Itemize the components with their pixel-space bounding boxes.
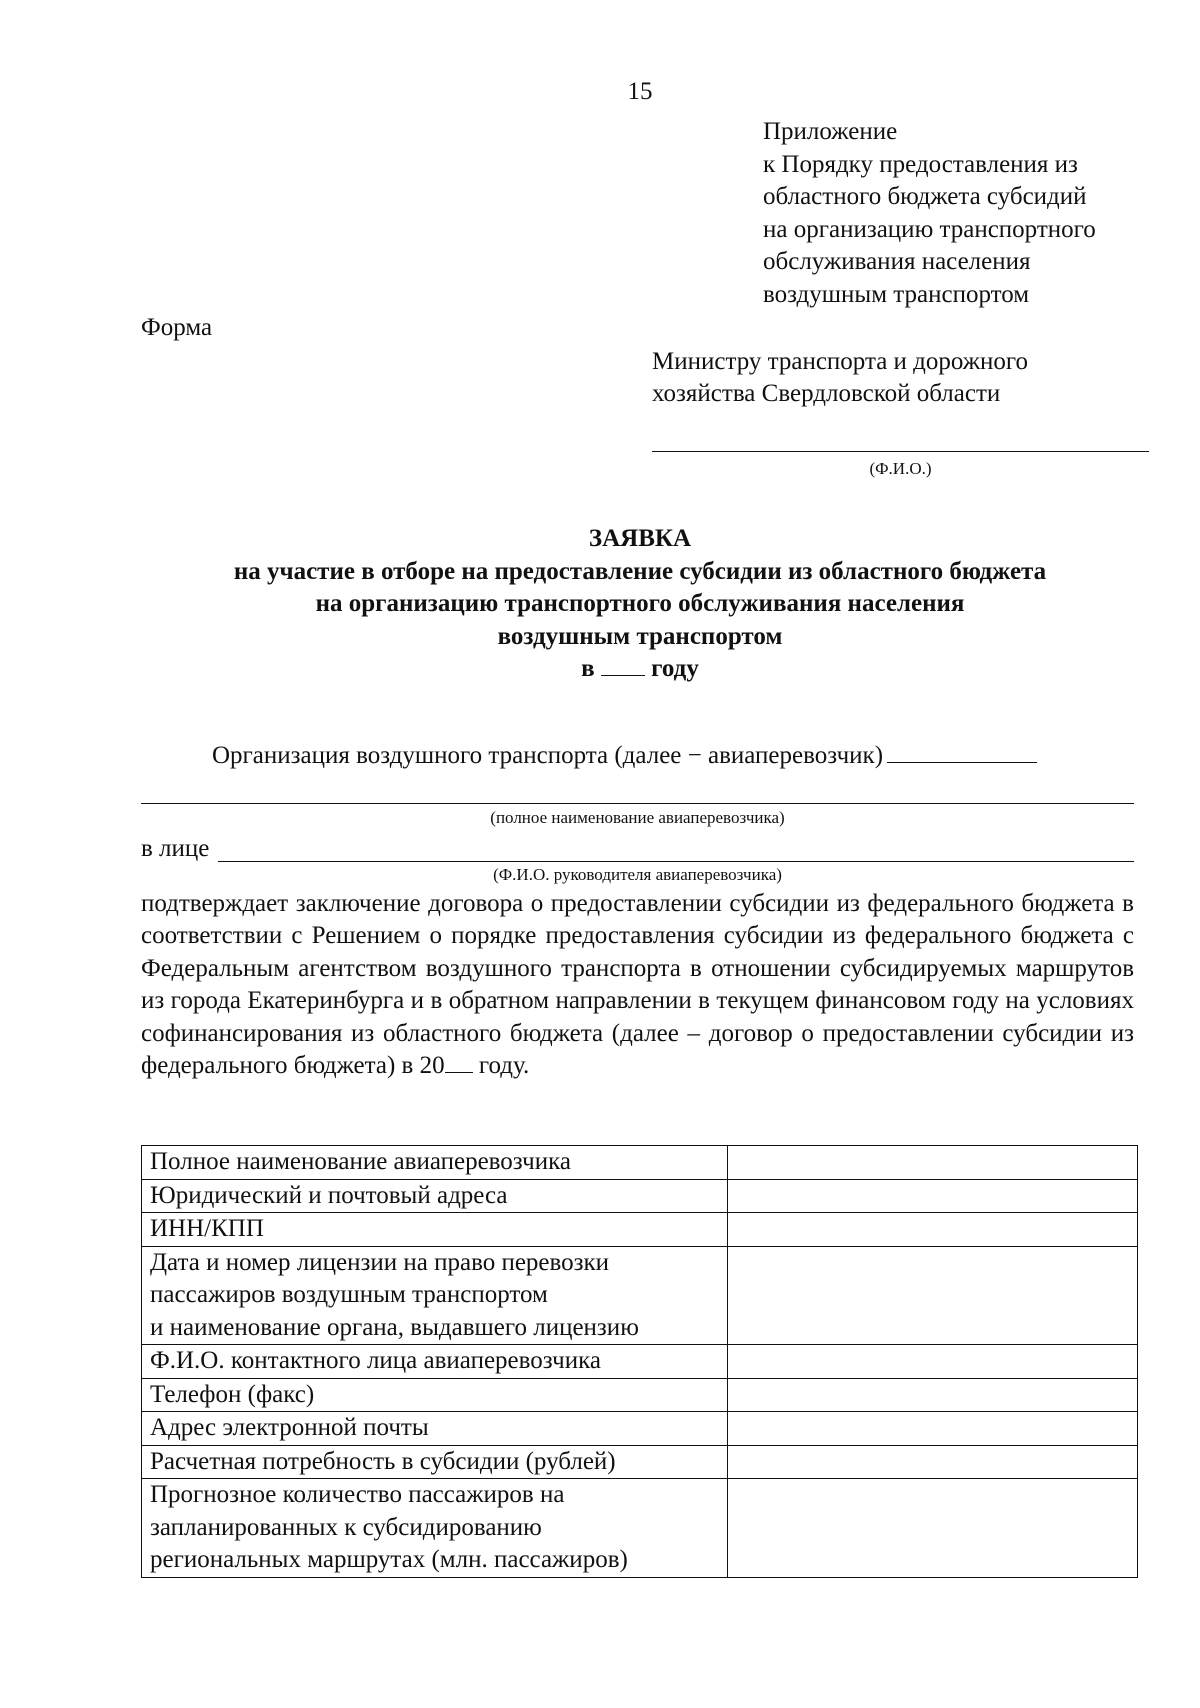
organization-label: Организация воздушного транспорта (далее − авиаперевозчик)	[212, 742, 884, 769]
table-row	[142, 1479, 1138, 1578]
body-tail: году.	[478, 1052, 530, 1080]
addressee-line: Министру транспорта и дорожного	[652, 348, 1029, 375]
table-label-line: региональных маршрутах (млн. пассажиров)	[150, 1546, 628, 1573]
full-name-caption: (полное наименование авиаперевозчика)	[490, 808, 785, 827]
table-label-cell	[142, 1246, 728, 1345]
table-label-line: пассажиров воздушным транспортом	[150, 1281, 548, 1308]
table-value-cell[interactable]	[727, 1146, 1137, 1180]
table-label-line: Полное наименование авиаперевозчика	[150, 1148, 571, 1175]
table-label-line: Дата и номер лицензии на право перевозки	[150, 1248, 610, 1276]
appendix-line: воздушным транспортом	[763, 280, 1030, 308]
document-title	[0, 523, 1200, 686]
table-row	[142, 1445, 1138, 1479]
applicant-info-table	[141, 1145, 1138, 1578]
table-row	[142, 1345, 1138, 1379]
year-blank	[601, 657, 645, 676]
table-value-cell[interactable]	[727, 1213, 1137, 1247]
title-heading: ЗАЯВКА	[588, 525, 692, 552]
appendix-line: Приложение	[763, 118, 898, 145]
table-value-cell[interactable]	[727, 1412, 1137, 1446]
table-row	[142, 1146, 1138, 1180]
fio-signature-line	[652, 451, 1149, 452]
organization-blank	[887, 744, 1037, 763]
appendix-line: на организацию транспортного	[763, 215, 1096, 243]
head-caption: (Ф.И.О. руководителя авиаперевозчика)	[493, 865, 782, 884]
table-label-cell	[142, 1479, 728, 1578]
table-label-line: Адрес электронной почты	[150, 1414, 429, 1441]
table-row	[142, 1213, 1138, 1247]
table-label-cell	[142, 1412, 728, 1446]
year-suffix: году	[651, 655, 699, 682]
table-value-cell[interactable]	[727, 1378, 1137, 1412]
table-label-cell	[142, 1378, 728, 1412]
in-person-label: в лице	[141, 835, 210, 862]
addressee-line: хозяйства Свердловской области	[652, 380, 1001, 407]
table-row	[142, 1246, 1138, 1345]
table-label-cell	[142, 1445, 728, 1479]
title-line: воздушным транспортом	[497, 622, 783, 650]
table-label-cell	[142, 1146, 728, 1180]
form-label: Форма	[141, 314, 213, 341]
full-name-line	[141, 803, 1134, 804]
table-label-line: Прогнозное количество пассажиров на	[150, 1481, 565, 1508]
appendix-block	[763, 116, 1096, 311]
appendix-line: областного бюджета субсидий	[763, 183, 1087, 210]
page-number: 15	[627, 78, 653, 105]
table-label-line: Расчетная потребность в субсидии (рублей)	[150, 1447, 616, 1475]
table-label-cell	[142, 1179, 728, 1213]
table-label-line: ИНН/КПП	[150, 1215, 264, 1242]
table-value-cell[interactable]	[727, 1179, 1137, 1213]
table-label-line: Юридический и почтовый адреса	[150, 1181, 508, 1209]
table-value-cell[interactable]	[727, 1246, 1137, 1345]
table-label-line: Телефон (факс)	[150, 1380, 315, 1408]
table-label-line: и наименование органа, выдавшего лицензию	[150, 1313, 639, 1341]
table-label-cell	[142, 1345, 728, 1379]
year-blank-inline	[445, 1054, 473, 1073]
table-value-cell[interactable]	[727, 1445, 1137, 1479]
organization-line	[212, 742, 1037, 770]
title-line: на участие в отборе на предоставление субсидии из областного бюджета	[233, 557, 1047, 585]
table-row	[142, 1179, 1138, 1213]
table-row	[142, 1412, 1138, 1446]
table-value-cell[interactable]	[727, 1345, 1137, 1379]
fio-caption: (Ф.И.О.)	[869, 459, 932, 478]
head-name-line	[218, 861, 1134, 862]
table-row	[142, 1378, 1138, 1412]
title-year-line	[0, 653, 1200, 686]
addressee-block	[652, 346, 1028, 410]
title-line: на организацию транспортного обслуживания населения	[315, 590, 965, 617]
body-paragraph	[141, 888, 1134, 1082]
table-label-line: запланированных к субсидированию	[150, 1513, 542, 1541]
table-label-cell	[142, 1213, 728, 1247]
table-label-line: Ф.И.О. контактного лица авиаперевозчика	[150, 1347, 601, 1374]
year-prefix: в	[581, 655, 595, 682]
table-value-cell[interactable]	[727, 1479, 1137, 1578]
appendix-line: обслуживания населения	[763, 248, 1031, 275]
appendix-line: к Порядку предоставления из	[763, 150, 1078, 178]
body-text: подтверждает заключение договора о предоставлении субсидии из федерального бюджета в соответствии с Решением о порядке предоставления субсидии из федерального бюджета с Федеральным агентством воздушного транспорта в отношении субсидируемых маршрутов из города Екатеринбурга и в обратном направлении в текущем финансовом году на условиях софинансирования из областного бюджета (далее – договор о предоставлении субсидии из федерального бюджета) в 20	[141, 890, 1134, 1080]
